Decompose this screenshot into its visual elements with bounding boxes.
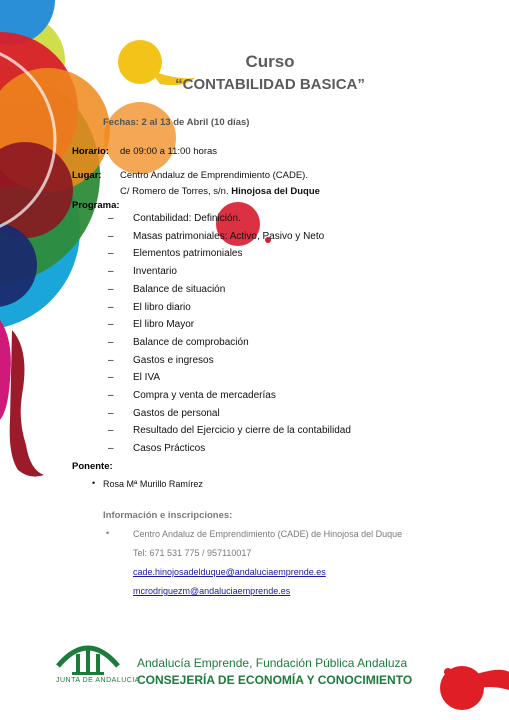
junta-andalucia-logo: [52, 636, 124, 680]
program-item: El libro Mayor: [133, 319, 195, 331]
program-item-dash: –: [108, 266, 114, 278]
email-link-personal[interactable]: mcrodriguezm@andaluciaemprende.es: [133, 586, 291, 596]
program-item-dash: –: [108, 425, 114, 437]
info-center: Centro Andaluz de Emprendimiento (CADE) de Hinojosa del Duque: [133, 529, 403, 539]
logo-caption: JUNTA DE ANDALUCIA: [56, 677, 140, 684]
speaker-bullet: •: [92, 478, 96, 488]
info-title: Información e inscripciones:: [103, 510, 233, 521]
schedule-label: Horario:: [72, 146, 109, 157]
footer-consejeria: CONSEJERÍA DE ECONOMÍA Y CONOCIMIENTO: [137, 673, 413, 687]
program-item-dash: –: [108, 336, 114, 348]
program-item: Elementos patrimoniales: [133, 248, 243, 260]
program-item: Masas patrimoniales: Activo, Pasivo y Neto: [133, 230, 325, 242]
location-label: Lugar:: [72, 170, 102, 181]
program-item: Balance de comprobación: [133, 336, 249, 348]
speaker-label: Ponente:: [72, 461, 113, 472]
deco-darkred-drip: [10, 330, 44, 477]
program-item: Balance de situación: [133, 283, 226, 295]
program-item: Resultado del Ejercicio y cierre de la contabilidad: [133, 425, 351, 437]
program-item-dash: –: [108, 319, 114, 331]
program-item: Compra y venta de mercaderías: [133, 390, 276, 401]
program-item-dash: –: [108, 230, 114, 242]
program-item: El IVA: [133, 372, 161, 384]
info-bullet: •: [106, 528, 110, 538]
email-link-cade[interactable]: cade.hinojosadelduque@andaluciaemprende.es: [133, 567, 326, 577]
program-item-dash: –: [108, 443, 114, 455]
location-town: Hinojosa del Duque: [231, 186, 320, 197]
program-label: Programa:: [72, 200, 120, 211]
speaker-name: Rosa Mª Murillo Ramírez: [103, 479, 203, 489]
info-phone: Tel: 671 531 775 / 957110017: [133, 548, 252, 558]
program-item-dash: –: [108, 390, 114, 401]
program-item: Inventario: [133, 266, 177, 278]
program-item-dash: –: [108, 354, 114, 366]
location-line2: [120, 186, 320, 197]
deco-magenta-drip: [0, 320, 11, 420]
program-item: Gastos e ingresos: [133, 354, 214, 366]
dates-text: Fechas: 2 al 13 de Abril (10 días): [103, 117, 250, 128]
program-item-dash: –: [108, 301, 114, 313]
deco-orange-transparent: [104, 102, 176, 174]
location-line1: Centro Andaluz de Emprendimiento (CADE).: [120, 170, 308, 181]
program-item-dash: –: [108, 283, 114, 295]
course-title: “CONTABILIDAD BASICA”: [175, 76, 365, 93]
footer-foundation: Andalucía Emprende, Fundación Pública Andaluza: [137, 656, 408, 670]
program-item: Casos Prácticos: [133, 443, 206, 455]
program-item: Gastos de personal: [133, 407, 220, 419]
program-item: El libro diario: [133, 301, 191, 313]
program-item-dash: –: [108, 372, 114, 384]
program-item-dash: –: [108, 407, 114, 419]
schedule-value: de 09:00 a 11:00 horas: [120, 146, 218, 157]
program-item-dash: –: [108, 248, 114, 260]
program-item: Contabilidad: Definición.: [133, 213, 241, 224]
course-label: Curso: [245, 52, 295, 71]
deco-red-bottom-dot: [444, 668, 452, 676]
location-address: C/ Romero de Torres, s/n.: [120, 186, 229, 197]
program-item-dash: –: [108, 213, 114, 224]
